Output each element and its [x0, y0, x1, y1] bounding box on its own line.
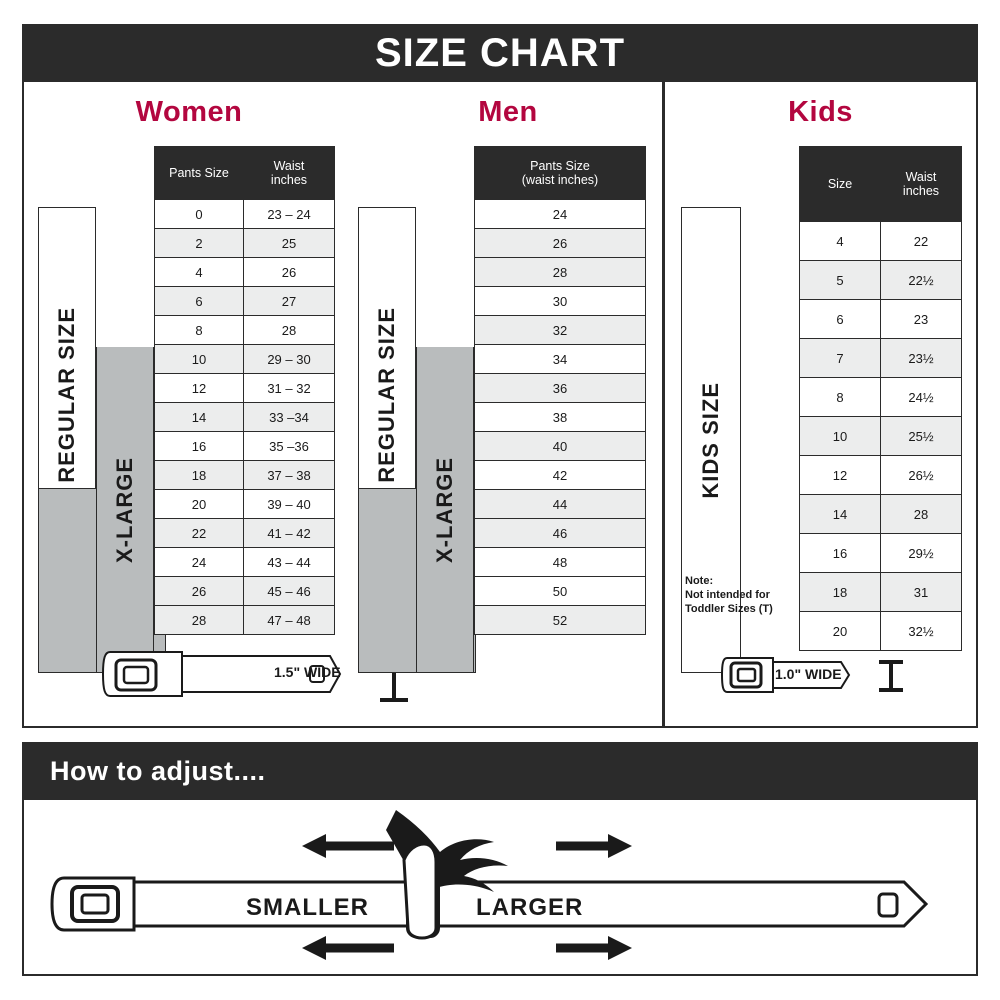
cell-waist: 37 – 38 — [244, 461, 335, 490]
table-row — [155, 432, 335, 461]
table-row — [155, 345, 335, 374]
label-larger: LARGER — [476, 894, 584, 921]
women-table-wrap — [154, 146, 335, 635]
cell-size: 20 — [155, 490, 244, 519]
women-header-pants-size: Pants Size — [155, 147, 244, 200]
cell-size: 12 — [800, 456, 881, 495]
arrow-right-upper — [556, 834, 632, 858]
table-row — [155, 548, 335, 577]
women-header-waist: Waist inches — [244, 147, 335, 200]
table-row — [800, 378, 962, 417]
table-row — [155, 577, 335, 606]
men-heading: Men — [478, 96, 538, 128]
cell-size: 34 — [475, 345, 646, 374]
table-row — [475, 229, 646, 258]
cell-waist: 35 –36 — [244, 432, 335, 461]
cell-size: 18 — [155, 461, 244, 490]
cell-waist: 26½ — [881, 456, 962, 495]
kids-size-table — [799, 146, 962, 651]
table-row — [475, 606, 646, 635]
table-row — [155, 490, 335, 519]
adjust-illustration — [24, 800, 976, 972]
cell-size: 18 — [800, 573, 881, 612]
table-row — [800, 339, 962, 378]
cell-waist: 43 – 44 — [244, 548, 335, 577]
table-row — [800, 612, 962, 651]
cell-waist: 23 – 24 — [244, 200, 335, 229]
cell-size: 26 — [475, 229, 646, 258]
cell-waist: 25 — [244, 229, 335, 258]
kids-table-body — [800, 222, 962, 651]
table-row — [475, 432, 646, 461]
cell-size: 2 — [155, 229, 244, 258]
table-row — [155, 316, 335, 345]
table-row — [155, 403, 335, 432]
table-row — [475, 490, 646, 519]
cell-waist: 23½ — [881, 339, 962, 378]
cell-waist: 28 — [881, 495, 962, 534]
cell-waist: 23 — [881, 300, 962, 339]
kids-table-header-row — [800, 147, 962, 222]
men-table-header-row — [475, 147, 646, 200]
men-header-pants-size: Pants Size (waist inches) — [475, 147, 646, 200]
how-to-adjust-title: How to adjust.... — [50, 755, 266, 786]
table-row — [155, 374, 335, 403]
kids-note: Note: Not intended for Toddler Sizes (T) — [685, 575, 773, 615]
cell-size: 7 — [800, 339, 881, 378]
cell-size: 24 — [475, 200, 646, 229]
cell-size: 20 — [800, 612, 881, 651]
size-tables-frame — [22, 82, 978, 728]
finger-icon — [404, 844, 436, 938]
table-row — [155, 461, 335, 490]
table-row — [475, 461, 646, 490]
cell-size: 42 — [475, 461, 646, 490]
cell-size: 6 — [800, 300, 881, 339]
cell-waist: 22½ — [881, 261, 962, 300]
table-row — [800, 222, 962, 261]
cell-waist: 22 — [881, 222, 962, 261]
kids-belt-width-marker — [873, 654, 909, 698]
cell-size: 30 — [475, 287, 646, 316]
table-row — [155, 258, 335, 287]
label-smaller: SMALLER — [246, 894, 369, 921]
table-row — [800, 456, 962, 495]
kids-size-label: KIDS SIZE — [681, 207, 741, 673]
table-row — [800, 261, 962, 300]
column-women — [24, 82, 354, 726]
cell-size: 14 — [155, 403, 244, 432]
cell-size: 48 — [475, 548, 646, 577]
table-row — [475, 577, 646, 606]
table-row — [155, 229, 335, 258]
cell-size: 14 — [800, 495, 881, 534]
cell-size: 4 — [800, 222, 881, 261]
cell-size: 10 — [155, 345, 244, 374]
cell-size: 16 — [155, 432, 244, 461]
table-row — [475, 548, 646, 577]
cell-waist: 31 — [881, 573, 962, 612]
how-to-adjust-frame — [22, 800, 978, 976]
table-row — [800, 534, 962, 573]
table-row — [800, 573, 962, 612]
cell-size: 32 — [475, 316, 646, 345]
cell-waist: 26 — [244, 258, 335, 287]
cell-waist: 28 — [244, 316, 335, 345]
women-size-table — [154, 146, 335, 635]
women-belt-width-label: 1.5" WIDE — [274, 664, 341, 680]
women-xlarge-label: X-LARGE — [96, 347, 154, 673]
cell-waist: 33 –34 — [244, 403, 335, 432]
kids-belt-width-label: 1.0" WIDE — [775, 666, 842, 682]
women-regular-size-label: REGULAR SIZE — [38, 207, 96, 582]
kids-header-waist: Waist inches — [881, 147, 962, 222]
table-row — [475, 345, 646, 374]
cell-size: 12 — [155, 374, 244, 403]
cell-size: 6 — [155, 287, 244, 316]
men-size-table — [474, 146, 646, 635]
men-regular-size-label: REGULAR SIZE — [358, 207, 416, 582]
cell-size: 28 — [475, 258, 646, 287]
table-row — [800, 300, 962, 339]
cell-size: 28 — [155, 606, 244, 635]
cell-waist: 39 – 40 — [244, 490, 335, 519]
table-row — [800, 495, 962, 534]
cell-size: 38 — [475, 403, 646, 432]
women-table-body — [155, 200, 335, 635]
cell-size: 8 — [155, 316, 244, 345]
arrow-left-lower — [302, 936, 394, 960]
table-row — [155, 606, 335, 635]
cell-waist: 32½ — [881, 612, 962, 651]
cell-size: 4 — [155, 258, 244, 287]
men-xlarge-label: X-LARGE — [416, 347, 474, 673]
cell-size: 8 — [800, 378, 881, 417]
cell-size: 16 — [800, 534, 881, 573]
cell-size: 44 — [475, 490, 646, 519]
page-title: SIZE CHART — [375, 30, 625, 75]
cell-size: 40 — [475, 432, 646, 461]
men-table-wrap — [474, 146, 646, 635]
table-row — [155, 519, 335, 548]
cell-size: 0 — [155, 200, 244, 229]
cell-size: 52 — [475, 606, 646, 635]
table-row — [800, 417, 962, 456]
cell-waist: 31 – 32 — [244, 374, 335, 403]
cell-size: 36 — [475, 374, 646, 403]
table-row — [475, 258, 646, 287]
table-row — [155, 287, 335, 316]
table-row — [155, 200, 335, 229]
table-row — [475, 316, 646, 345]
cell-waist: 24½ — [881, 378, 962, 417]
page-title-bar — [22, 24, 978, 82]
column-kids — [662, 82, 976, 726]
how-to-adjust-bar — [22, 742, 978, 800]
women-table-header-row — [155, 147, 335, 200]
cell-waist: 41 – 42 — [244, 519, 335, 548]
kids-header-size: Size — [800, 147, 881, 222]
cell-size: 10 — [800, 417, 881, 456]
women-heading: Women — [135, 96, 243, 128]
cell-waist: 47 – 48 — [244, 606, 335, 635]
table-row — [475, 519, 646, 548]
cell-size: 24 — [155, 548, 244, 577]
arrow-right-lower — [556, 936, 632, 960]
table-row — [475, 200, 646, 229]
cell-waist: 29½ — [881, 534, 962, 573]
table-row — [475, 403, 646, 432]
men-table-body — [475, 200, 646, 635]
arrow-left-upper — [302, 834, 394, 858]
cell-size: 50 — [475, 577, 646, 606]
table-row — [475, 287, 646, 316]
cell-waist: 25½ — [881, 417, 962, 456]
cell-size: 26 — [155, 577, 244, 606]
cell-waist: 29 – 30 — [244, 345, 335, 374]
cell-size: 5 — [800, 261, 881, 300]
kids-heading: Kids — [788, 96, 853, 128]
cell-size: 22 — [155, 519, 244, 548]
column-men — [354, 82, 662, 726]
cell-waist: 27 — [244, 287, 335, 316]
cell-waist: 45 – 46 — [244, 577, 335, 606]
kids-table-wrap — [799, 146, 962, 651]
table-row — [475, 374, 646, 403]
cell-size: 46 — [475, 519, 646, 548]
